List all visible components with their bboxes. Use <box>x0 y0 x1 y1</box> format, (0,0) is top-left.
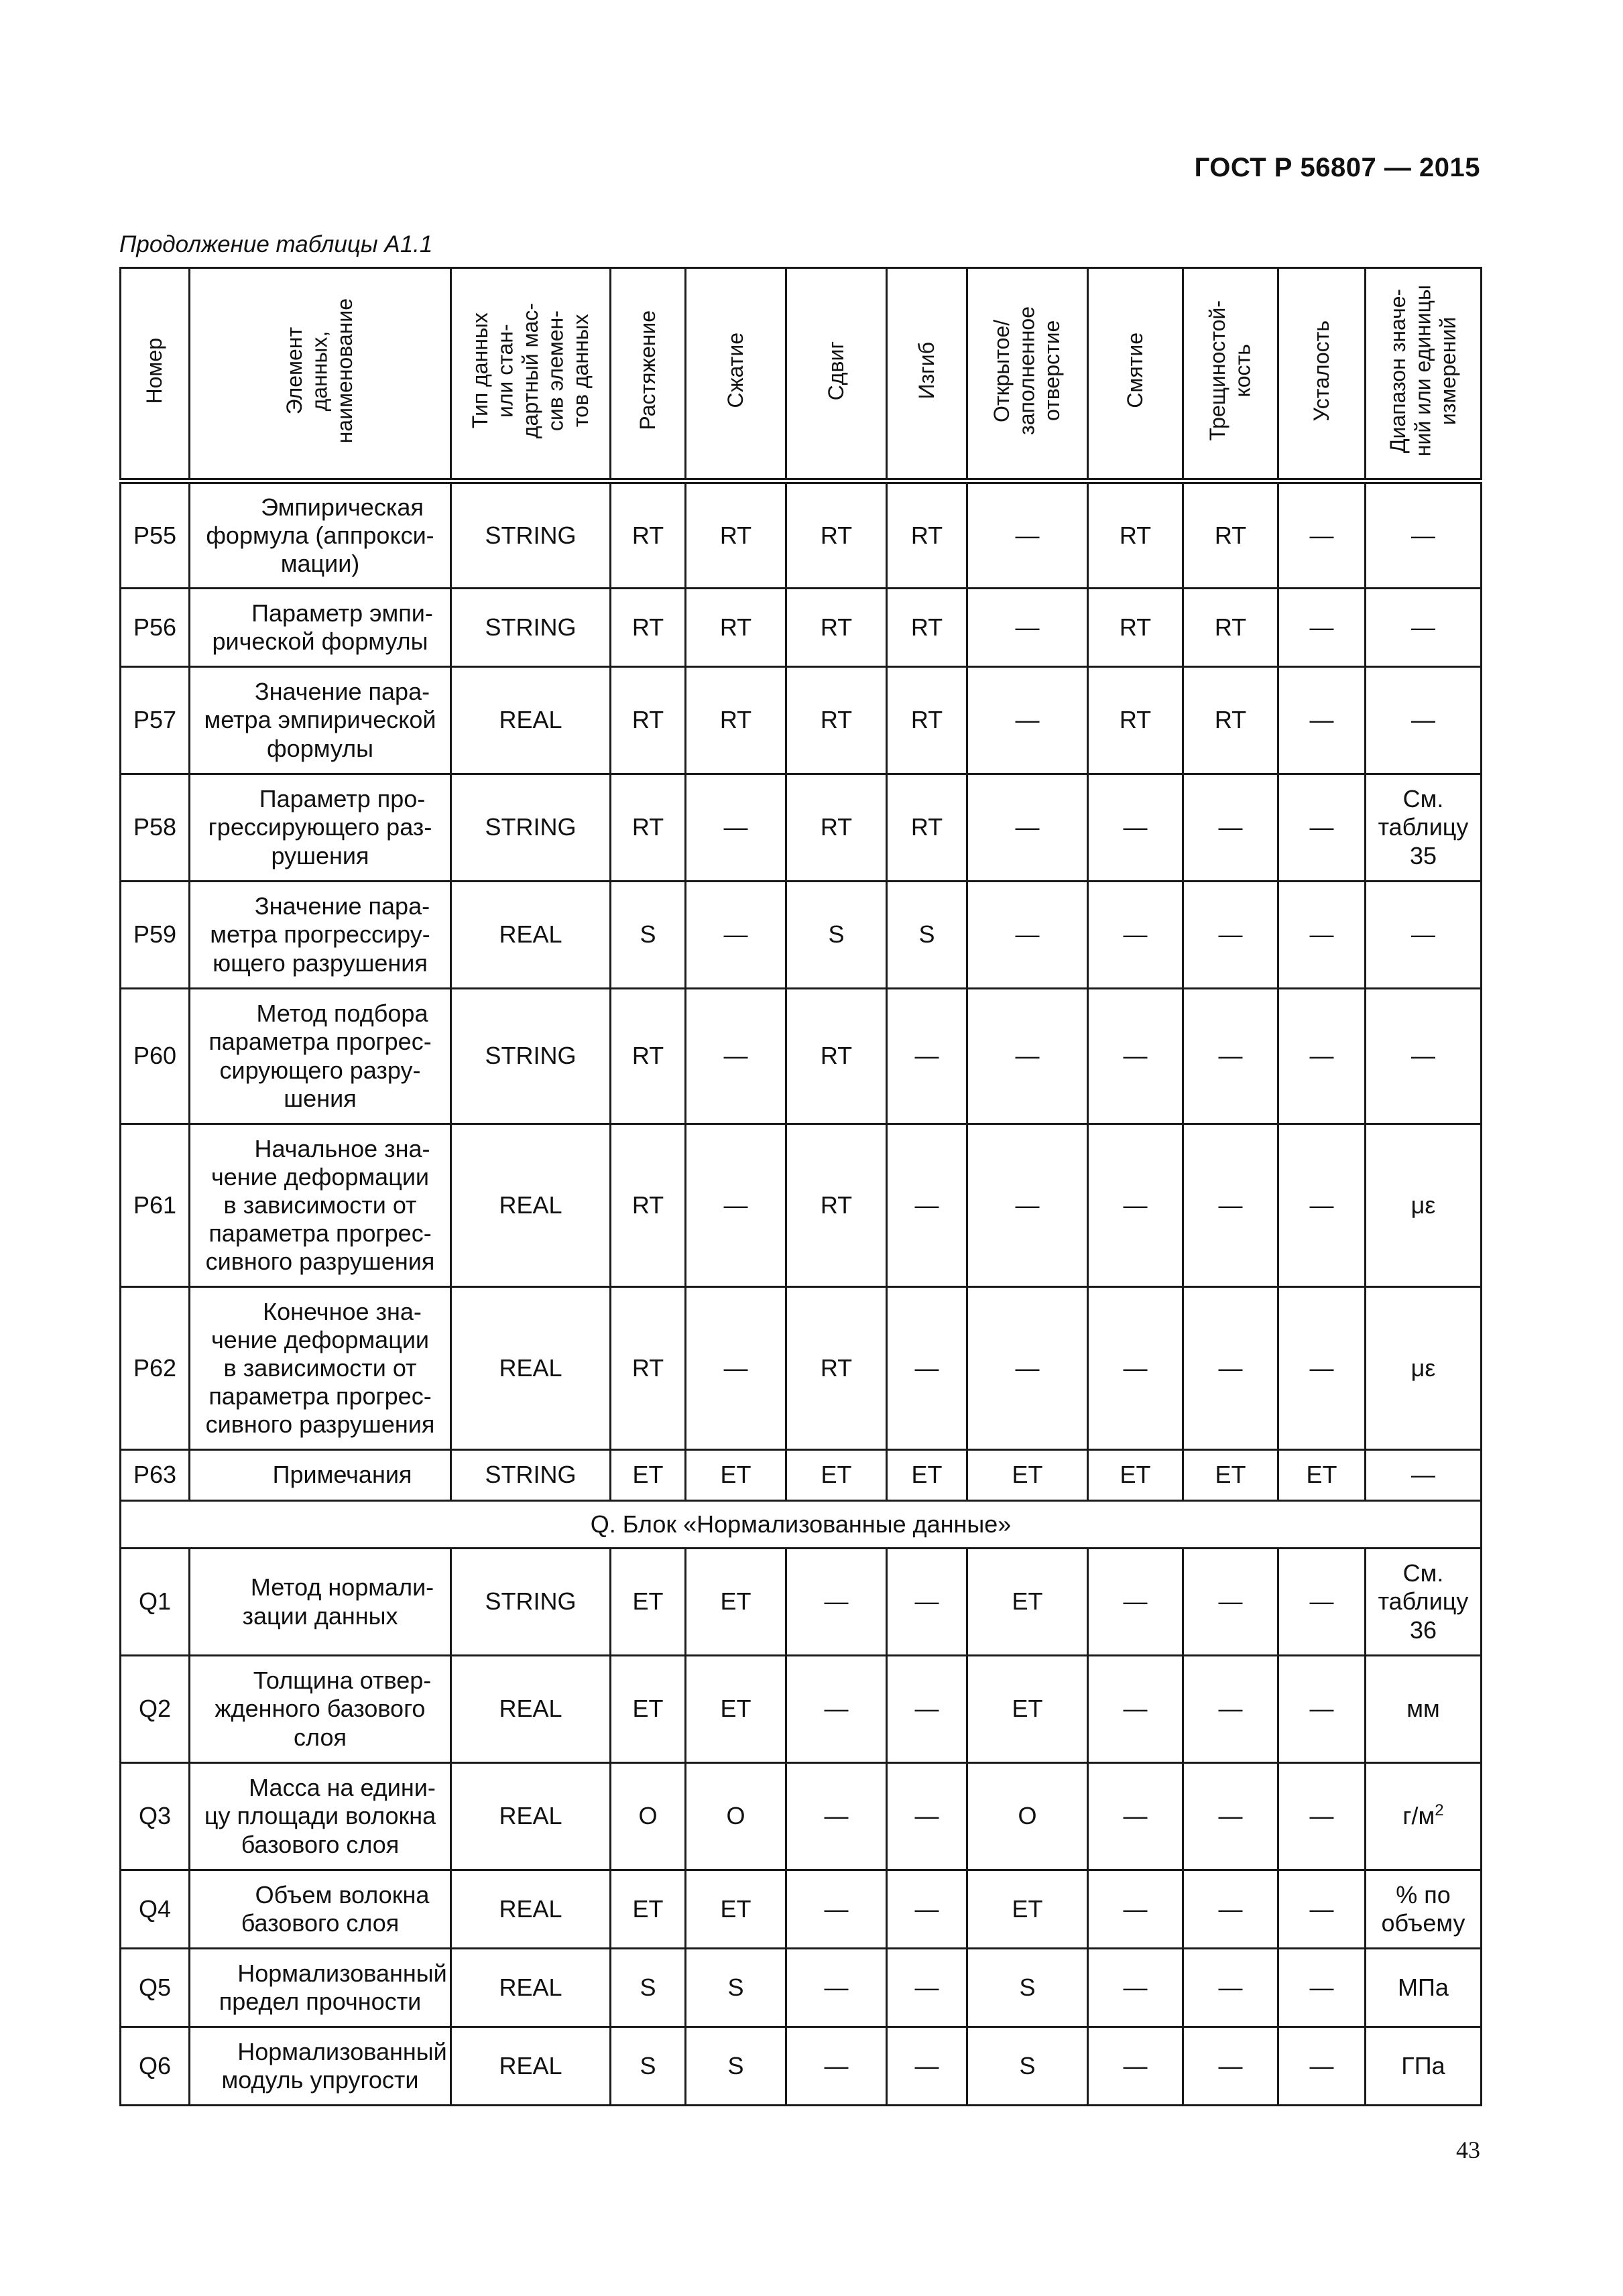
cell-compression: O <box>686 1763 786 1870</box>
cell-shear: RT <box>786 589 887 667</box>
cell-range-units: См. таблицу 35 <box>1366 774 1482 882</box>
specification-table <box>119 267 1482 2106</box>
table-row <box>121 1287 1482 1450</box>
cell-fatigue: — <box>1278 2027 1366 2106</box>
cell-shear: RT <box>786 481 887 589</box>
cell-bearing: RT <box>1088 667 1183 774</box>
cell-compression: ET <box>686 1870 786 1949</box>
table-row <box>121 774 1482 882</box>
cell-open-filled-hole: S <box>967 1949 1088 2027</box>
cell-tension: RT <box>611 481 686 589</box>
cell-range-units: με <box>1366 1287 1482 1450</box>
cell-range-units: — <box>1366 481 1482 589</box>
cell-bending: RT <box>887 481 967 589</box>
cell-tension: RT <box>611 1124 686 1287</box>
cell-open-filled-hole: — <box>967 667 1088 774</box>
cell-bearing: — <box>1088 1949 1183 2027</box>
cell-open-filled-hole: — <box>967 481 1088 589</box>
cell-shear: S <box>786 882 887 989</box>
column-header-label: Трещиностой- кость <box>1205 300 1255 441</box>
data-type: REAL <box>451 1124 611 1287</box>
row-number: P63 <box>121 1450 190 1501</box>
cell-bearing: — <box>1088 1656 1183 1763</box>
data-type: STRING <box>451 481 611 589</box>
cell-compression: RT <box>686 667 786 774</box>
cell-tension: RT <box>611 774 686 882</box>
cell-fatigue: — <box>1278 774 1366 882</box>
data-element-name: Начальное зна- чение деформации в зависимости от параметра прогрес- сивного разрушения <box>190 1124 451 1287</box>
table-row <box>121 882 1482 989</box>
cell-bearing: — <box>1088 882 1183 989</box>
cell-compression: ET <box>686 1450 786 1501</box>
cell-shear: — <box>786 1656 887 1763</box>
cell-fracture-toughness: ET <box>1183 1450 1278 1501</box>
data-type: REAL <box>451 1656 611 1763</box>
cell-shear: — <box>786 1549 887 1656</box>
cell-bearing: — <box>1088 774 1183 882</box>
cell-shear: RT <box>786 989 887 1124</box>
cell-shear: RT <box>786 667 887 774</box>
column-header <box>1088 268 1183 481</box>
column-header <box>611 268 686 481</box>
cell-bending: RT <box>887 774 967 882</box>
cell-range-units: ГПа <box>1366 2027 1482 2106</box>
cell-tension: S <box>611 1949 686 2027</box>
cell-open-filled-hole: ET <box>967 1656 1088 1763</box>
cell-compression: — <box>686 882 786 989</box>
data-element-name: Конечное зна- чение деформации в зависимости от параметра прогрес- сивного разрушения <box>190 1287 451 1450</box>
row-number: P57 <box>121 667 190 774</box>
column-header <box>786 268 887 481</box>
data-type: REAL <box>451 667 611 774</box>
cell-range-units: МПа <box>1366 1949 1482 2027</box>
data-element-name: Примечания <box>190 1450 451 1501</box>
cell-range-units: — <box>1366 589 1482 667</box>
cell-fatigue: — <box>1278 667 1366 774</box>
cell-compression: — <box>686 1287 786 1450</box>
column-header-label: Растяжение <box>635 310 660 431</box>
row-number: P62 <box>121 1287 190 1450</box>
cell-bending: — <box>887 989 967 1124</box>
cell-fracture-toughness: RT <box>1183 667 1278 774</box>
column-header-label: Диапазон значе- ний или единицы измерений <box>1385 284 1460 457</box>
cell-bearing: ET <box>1088 1450 1183 1501</box>
unit-base: г/м <box>1402 1802 1435 1830</box>
column-header <box>887 268 967 481</box>
cell-range-units <box>1366 1763 1482 1870</box>
cell-shear: RT <box>786 1124 887 1287</box>
row-number: P58 <box>121 774 190 882</box>
cell-fracture-toughness: RT <box>1183 589 1278 667</box>
cell-compression: ET <box>686 1656 786 1763</box>
table-row <box>121 989 1482 1124</box>
cell-shear: RT <box>786 1287 887 1450</box>
cell-compression: RT <box>686 589 786 667</box>
row-number: P55 <box>121 481 190 589</box>
cell-tension: RT <box>611 989 686 1124</box>
cell-tension: RT <box>611 1287 686 1450</box>
column-header <box>686 268 786 481</box>
cell-bending: — <box>887 1656 967 1763</box>
cell-fracture-toughness: — <box>1183 1287 1278 1450</box>
cell-bearing: — <box>1088 1287 1183 1450</box>
data-type: STRING <box>451 1450 611 1501</box>
cell-fatigue: — <box>1278 1949 1366 2027</box>
cell-shear: — <box>786 1949 887 2027</box>
cell-fatigue: — <box>1278 1549 1366 1656</box>
cell-open-filled-hole: — <box>967 989 1088 1124</box>
data-element-name: Объем волокна базового слоя <box>190 1870 451 1949</box>
column-header-label: Номер <box>142 337 167 404</box>
cell-bearing: — <box>1088 1549 1183 1656</box>
table-row <box>121 1656 1482 1763</box>
row-number: Q1 <box>121 1549 190 1656</box>
cell-fatigue: — <box>1278 882 1366 989</box>
cell-bending: RT <box>887 589 967 667</box>
row-number: P60 <box>121 989 190 1124</box>
cell-compression: — <box>686 1124 786 1287</box>
data-element-name: Нормализованный модуль упругости <box>190 2027 451 2106</box>
cell-shear: — <box>786 2027 887 2106</box>
cell-open-filled-hole: — <box>967 1124 1088 1287</box>
column-header-label: Сжатие <box>723 333 747 409</box>
row-number: Q4 <box>121 1870 190 1949</box>
data-element-name: Толщина отвер- жденного базового слоя <box>190 1656 451 1763</box>
cell-compression: RT <box>686 481 786 589</box>
cell-bearing: — <box>1088 1124 1183 1287</box>
data-type: REAL <box>451 1870 611 1949</box>
data-element-name: Масса на едини- цу площади волокна базового слоя <box>190 1763 451 1870</box>
cell-compression: — <box>686 774 786 882</box>
cell-fracture-toughness: — <box>1183 1656 1278 1763</box>
cell-open-filled-hole: O <box>967 1763 1088 1870</box>
column-header-label: Элемент данных, наименование <box>282 298 357 443</box>
column-header <box>1366 268 1482 481</box>
table-row <box>121 1870 1482 1949</box>
cell-open-filled-hole: — <box>967 774 1088 882</box>
row-number: Q6 <box>121 2027 190 2106</box>
cell-range-units: — <box>1366 989 1482 1124</box>
data-type: REAL <box>451 882 611 989</box>
column-header <box>1278 268 1366 481</box>
document-standard-title: ГОСТ Р 56807 — 2015 <box>1194 153 1480 182</box>
cell-range-units: мм <box>1366 1656 1482 1763</box>
cell-range-units: — <box>1366 1450 1482 1501</box>
unit-exponent: 2 <box>1435 1801 1444 1820</box>
column-header-label: Тип данных или стан- дартный мас- сив элемен- тов данных <box>467 302 593 438</box>
cell-bearing: — <box>1088 1763 1183 1870</box>
data-element-name: Значение пара- метра прогрессиру- ющего разрушения <box>190 882 451 989</box>
cell-tension: ET <box>611 1656 686 1763</box>
cell-shear: — <box>786 1763 887 1870</box>
page-number: 43 <box>1456 2136 1480 2163</box>
table-row <box>121 481 1482 589</box>
data-type: STRING <box>451 774 611 882</box>
cell-bending: RT <box>887 667 967 774</box>
table-row <box>121 589 1482 667</box>
column-header-label: Смятие <box>1122 333 1147 409</box>
cell-bending: ET <box>887 1450 967 1501</box>
table-caption: Продолжение таблицы А1.1 <box>119 231 433 257</box>
cell-open-filled-hole: ET <box>967 1549 1088 1656</box>
data-element-name: Значение пара- метра эмпирической формулы <box>190 667 451 774</box>
cell-tension: O <box>611 1763 686 1870</box>
cell-fatigue: — <box>1278 481 1366 589</box>
cell-fracture-toughness: — <box>1183 1549 1278 1656</box>
table-header-row <box>121 268 1482 481</box>
cell-open-filled-hole: — <box>967 589 1088 667</box>
data-element-name: Параметр эмпи- рической формулы <box>190 589 451 667</box>
cell-bending: — <box>887 1549 967 1656</box>
column-header-label: Изгиб <box>914 342 939 400</box>
cell-compression: S <box>686 2027 786 2106</box>
block-q-title: Q. Блок «Нормализованные данные» <box>121 1501 1482 1549</box>
cell-open-filled-hole: S <box>967 2027 1088 2106</box>
cell-open-filled-hole: — <box>967 1287 1088 1450</box>
cell-bending: — <box>887 1949 967 2027</box>
cell-range-units: % по объему <box>1366 1870 1482 1949</box>
data-type: REAL <box>451 2027 611 2106</box>
cell-shear: RT <box>786 774 887 882</box>
cell-fracture-toughness: — <box>1183 2027 1278 2106</box>
cell-shear: ET <box>786 1450 887 1501</box>
row-number: P61 <box>121 1124 190 1287</box>
cell-range-units: См. таблицу 36 <box>1366 1549 1482 1656</box>
table-row <box>121 1450 1482 1501</box>
row-number: Q5 <box>121 1949 190 2027</box>
cell-fracture-toughness: — <box>1183 882 1278 989</box>
table-row <box>121 667 1482 774</box>
cell-bending: — <box>887 1763 967 1870</box>
cell-bearing: — <box>1088 989 1183 1124</box>
row-number: Q3 <box>121 1763 190 1870</box>
cell-bearing: RT <box>1088 481 1183 589</box>
column-header-label: Усталость <box>1309 320 1333 421</box>
column-header <box>190 268 451 481</box>
cell-compression: ET <box>686 1549 786 1656</box>
cell-fatigue: — <box>1278 1124 1366 1287</box>
column-header <box>451 268 611 481</box>
cell-tension: S <box>611 882 686 989</box>
cell-tension: RT <box>611 667 686 774</box>
cell-tension: S <box>611 2027 686 2106</box>
row-number: P59 <box>121 882 190 989</box>
cell-fracture-toughness: — <box>1183 774 1278 882</box>
cell-bending: — <box>887 1870 967 1949</box>
data-type: REAL <box>451 1763 611 1870</box>
data-element-name: Эмпирическая формула (аппрокси- мации) <box>190 481 451 589</box>
cell-tension: ET <box>611 1870 686 1949</box>
column-header <box>121 268 190 481</box>
cell-fracture-toughness: — <box>1183 1949 1278 2027</box>
cell-fracture-toughness: — <box>1183 1124 1278 1287</box>
cell-open-filled-hole: ET <box>967 1870 1088 1949</box>
cell-open-filled-hole: ET <box>967 1450 1088 1501</box>
data-type: STRING <box>451 989 611 1124</box>
data-element-name: Метод нормали- зации данных <box>190 1549 451 1656</box>
cell-bending: — <box>887 2027 967 2106</box>
cell-bending: — <box>887 1124 967 1287</box>
cell-bearing: RT <box>1088 589 1183 667</box>
cell-bending: — <box>887 1287 967 1450</box>
cell-bearing: — <box>1088 2027 1183 2106</box>
block-header-row <box>121 1501 1482 1549</box>
cell-fatigue: — <box>1278 1763 1366 1870</box>
cell-open-filled-hole: — <box>967 882 1088 989</box>
cell-bearing: — <box>1088 1870 1183 1949</box>
data-type: REAL <box>451 1949 611 2027</box>
cell-compression: S <box>686 1949 786 2027</box>
cell-bending: S <box>887 882 967 989</box>
table-row <box>121 1763 1482 1870</box>
cell-tension: ET <box>611 1549 686 1656</box>
cell-fracture-toughness: — <box>1183 989 1278 1124</box>
cell-fatigue: — <box>1278 589 1366 667</box>
data-element-name: Параметр про- грессирующего раз- рушения <box>190 774 451 882</box>
row-number: Q2 <box>121 1656 190 1763</box>
data-type: REAL <box>451 1287 611 1450</box>
cell-fatigue: — <box>1278 1287 1366 1450</box>
cell-fatigue: ET <box>1278 1450 1366 1501</box>
column-header <box>967 268 1088 481</box>
column-header-label: Открытое/ заполненное отверстие <box>989 306 1065 435</box>
cell-tension: ET <box>611 1450 686 1501</box>
column-header-label: Сдвиг <box>823 341 848 400</box>
data-type: STRING <box>451 1549 611 1656</box>
cell-fracture-toughness: — <box>1183 1763 1278 1870</box>
column-header <box>1183 268 1278 481</box>
table-row <box>121 1124 1482 1287</box>
table-row <box>121 2027 1482 2106</box>
cell-fatigue: — <box>1278 1870 1366 1949</box>
cell-fracture-toughness: RT <box>1183 481 1278 589</box>
table-row <box>121 1949 1482 2027</box>
table-row <box>121 1549 1482 1656</box>
cell-shear: — <box>786 1870 887 1949</box>
cell-range-units: με <box>1366 1124 1482 1287</box>
cell-range-units: — <box>1366 667 1482 774</box>
cell-fatigue: — <box>1278 1656 1366 1763</box>
cell-compression: — <box>686 989 786 1124</box>
row-number: P56 <box>121 589 190 667</box>
data-element-name: Нормализованный предел прочности <box>190 1949 451 2027</box>
cell-fatigue: — <box>1278 989 1366 1124</box>
cell-tension: RT <box>611 589 686 667</box>
data-element-name: Метод подбора параметра прогрес- сирующего разру- шения <box>190 989 451 1124</box>
data-type: STRING <box>451 589 611 667</box>
cell-fracture-toughness: — <box>1183 1870 1278 1949</box>
cell-range-units: — <box>1366 882 1482 989</box>
